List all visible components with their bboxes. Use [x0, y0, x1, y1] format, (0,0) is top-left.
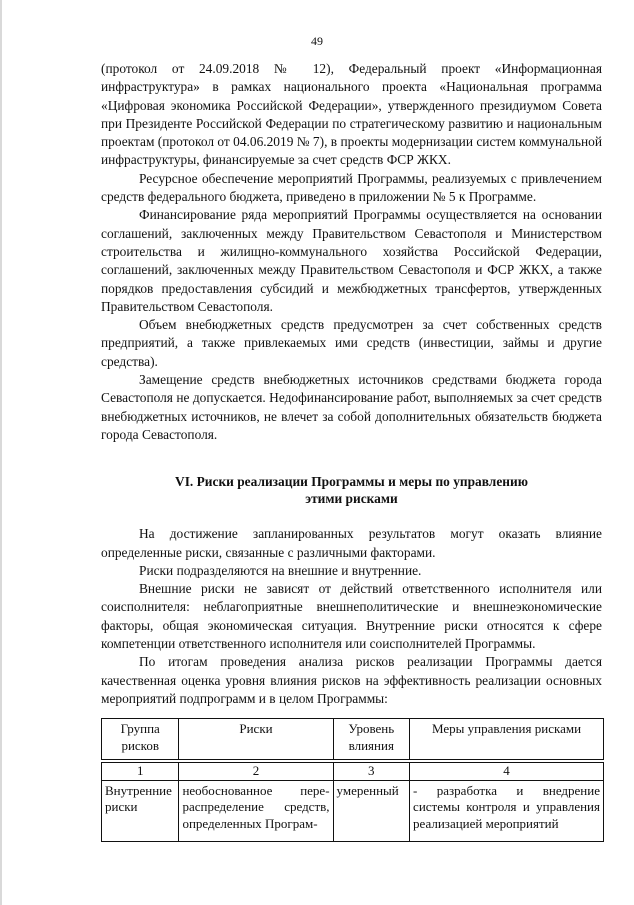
table-header-cell: Группа рисков: [102, 719, 179, 760]
risk-group-cell: Внутренние риски: [102, 780, 179, 841]
paragraph: Финансирование ряда мероприятий Программы осуществляется на основании соглашений, заключенных между Правительством Севастополя и Министерством строительства и жилищно-коммунального хозяйства Российской Федерации, соглашений, заключенных между Правительством Севастополя и ФСР ЖКХ, а также порядков предоставления субсидий и межбюджетных трансфертов, утвержденных Правительством Севастополя.: [101, 207, 602, 314]
page-left-edge: [0, 0, 2, 905]
table-header-cell: Уровень влияния: [333, 719, 410, 760]
table-number-row: [102, 763, 604, 781]
paragraph: Внешние риски не зависят от действий ответственного исполнителя или соисполнителя: неблагоприятные внешнеполитические и внешнеэкономические факторы, общая экономическая ситуация. Внутренние риски относятся к сфере компетенции ответственного исполнителя или соисполнителей Программы.: [101, 581, 602, 652]
paragraph: Замещение средств внебюджетных источников средствами бюджета города Севастополя не допускается. Недофинансирование работ, выполняемых за счет средств внебюджетных источников, не влечет за собой дополнительных обязательств бюджета города Севастополя.: [101, 372, 602, 442]
paragraph: На достижение запланированных результатов могут оказать влияние определенные риски, связанные с различными факторами.: [101, 526, 602, 560]
table-header-row: [102, 719, 604, 760]
table-number-cell: 4: [410, 763, 604, 781]
section-heading: [101, 473, 602, 507]
risks-table: [101, 718, 604, 842]
section-heading-line: VI. Риски реализации Программы и меры по управлению: [175, 474, 528, 490]
table-number-cell: 1: [102, 763, 179, 781]
paragraph: Риски подразделяются на внешние и внутренние.: [139, 562, 422, 578]
table-header-cell: Меры управления рисками: [410, 719, 604, 760]
paragraph: (протокол от 24.09.2018 № 12), Федеральный проект «Информационная инфраструктура» в рамках национального проекта «Национальная программа «Цифровая экономика Российской Федерации», утвержденного президиумом Совета при Президенте Российской Федерации по стратегическому развитию и национальным проектам (протокол от 04.06.2019 № 7), в проекты модернизации систем коммунальной инфраструктуры, финансируемые за счет средств ФСР ЖКХ.: [101, 61, 602, 168]
table-number-cell: 2: [179, 763, 333, 781]
risk-measures-cell: - разработка и внедрение системы контроля и управления реализацией мероприятий: [410, 780, 604, 841]
table-row: [102, 780, 604, 841]
paragraph: По итогам проведения анализа рисков реализации Программы дается качественная оценка уровня влияния рисков на эффективность реализации основных мероприятий подпрограмм и в целом Программы:: [101, 654, 602, 706]
table-number-cell: 3: [333, 763, 410, 781]
risk-cell: необоснованное пере-распределение средств, определенных Програм-: [179, 780, 333, 841]
document-body: [101, 60, 602, 842]
section-heading-line: этими рисками: [305, 491, 398, 507]
risk-level-cell: умеренный: [333, 780, 410, 841]
paragraph: Объем внебюджетных средств предусмотрен за счет собственных средств предприятий, а также привлекаемых ими средств (инвестиции, займы и другие средства).: [101, 317, 602, 369]
page-number: 49: [311, 34, 323, 48]
paragraph: Ресурсное обеспечение мероприятий Программы, реализуемых с привлечением средств федерального бюджета, приведено в приложении № 5 к Программе.: [101, 170, 602, 205]
table-header-cell: Риски: [179, 719, 333, 760]
